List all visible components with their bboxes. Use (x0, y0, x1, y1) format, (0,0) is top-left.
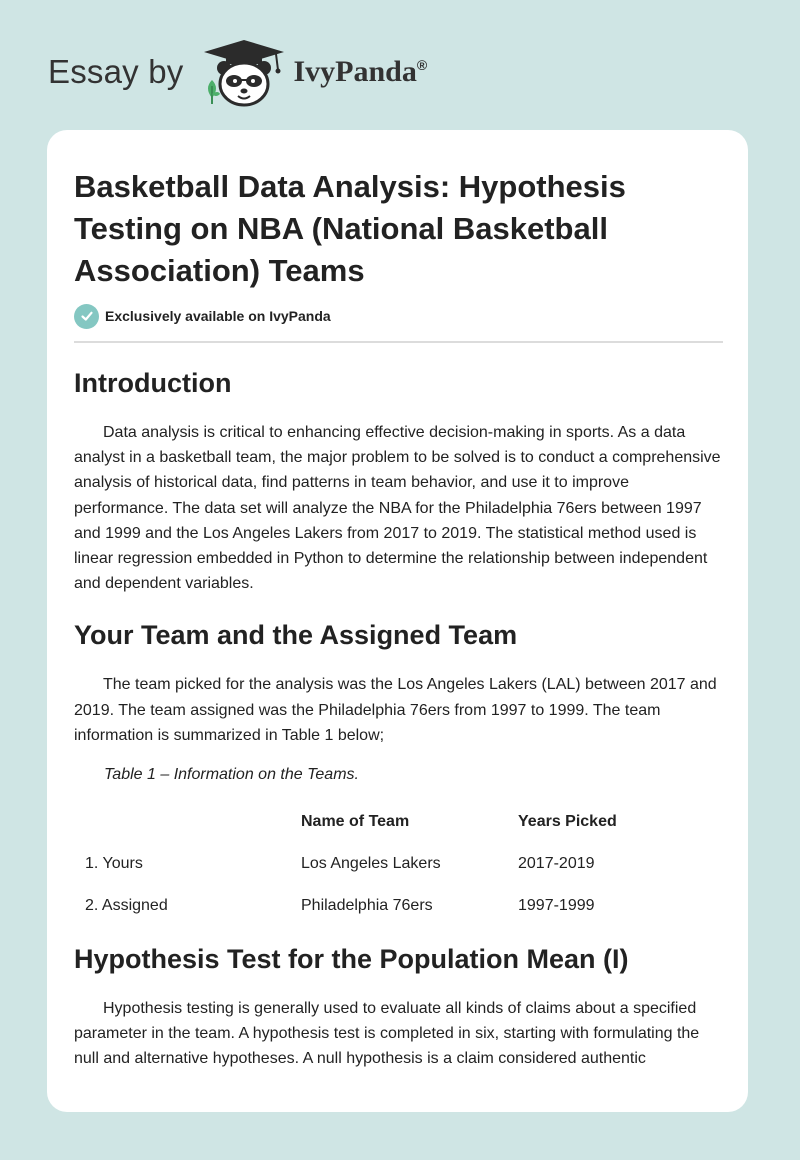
team-info-table (74, 801, 668, 927)
section-heading-introduction: Introduction (74, 368, 232, 398)
title-divider (74, 341, 723, 343)
table-header-row (74, 801, 668, 843)
brand-name-text: IvyPanda (293, 55, 417, 88)
graduation-panda-logo-icon (198, 36, 290, 108)
essay-card (47, 130, 748, 1112)
table-caption: Table 1 – Information on the Teams. (104, 766, 359, 784)
brand-header (48, 36, 427, 108)
section-heading-hypothesis: Hypothesis Test for the Population Mean (I) (74, 944, 629, 975)
table-cell: Philadelphia 76ers (301, 897, 433, 915)
exclusive-badge (74, 303, 722, 329)
table-cell: Los Angeles Lakers (301, 855, 441, 873)
brand-prefix: Essay by (48, 53, 184, 90)
introduction-paragraph: Data analysis is critical to enhancing effective decision-making in sports. As a data analyst in a basketball team, the major problem to be solved is to conduct a comprehensive analysis of historical data, find patterns in team behavior, and use it to improve performance. The data set will analyze the NBA for the Philadelphia 76ers between 1997 and 1999 and the Los Angeles Lakers from 2017 to 2019. The statistical method used is linear regression embedded in Python to determine the relationship between independent and dependent variables. (74, 424, 721, 593)
teams-paragraph: The team picked for the analysis was the Los Angeles Lakers (LAL) between 2017 and 2019. The team assigned was the Philadelphia 76ers from 1997 to 1999. The team information is summarized in Table 1 below; (74, 676, 717, 744)
table-cell: 1997-1999 (518, 897, 595, 915)
table-cell: 1. Yours (85, 855, 143, 873)
table-cell: 2017-2019 (518, 855, 595, 873)
table-header-cell: Years Picked (518, 813, 617, 831)
registered-mark: ® (416, 57, 428, 73)
exclusive-label: Exclusively available on IvyPanda (105, 308, 331, 324)
check-circle-icon (74, 304, 99, 329)
table-row (74, 885, 668, 927)
table-header-cell (74, 801, 301, 843)
essay-title: Basketball Data Analysis: Hypothesis Testing on NBA (National Basketball Association) Teams (74, 169, 626, 288)
table-row (74, 843, 668, 885)
section-heading-teams: Your Team and the Assigned Team (74, 620, 518, 651)
table-header-cell: Name of Team (301, 813, 410, 831)
brand-name (294, 55, 428, 89)
hypothesis-paragraph: Hypothesis testing is generally used to evaluate all kinds of claims about a specified parameter in the team. A hypothesis test is completed in six, starting with formulating the null and alternative hypotheses. A null hypothesis is a claim considered authentic (74, 1000, 700, 1068)
table-cell: 2. Assigned (85, 897, 168, 915)
